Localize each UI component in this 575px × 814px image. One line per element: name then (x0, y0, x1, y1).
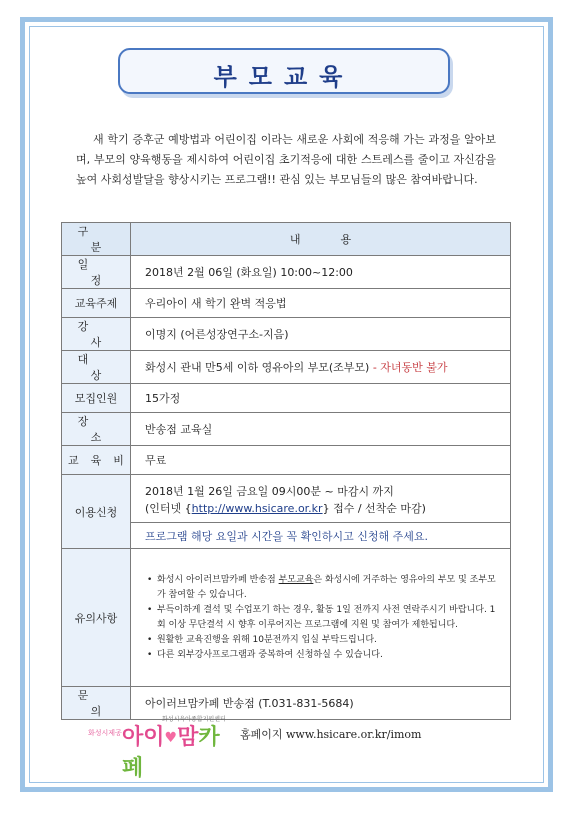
label-target: 대상 (77, 353, 128, 382)
header-content-cell (131, 223, 511, 256)
notes-list (131, 567, 510, 669)
row-value: 우리아이 새 학기 완벽 적응법 (131, 289, 511, 318)
apply-link[interactable]: http://www.hsicare.or.kr (191, 502, 323, 515)
intro-paragraph (76, 130, 496, 190)
target-text: 화성시 관내 만5세 이하 영유아의 부모(조부모) (145, 361, 370, 374)
note-item: • 다른 외부강사프로그램과 중복하여 신청하실 수 있습니다. (149, 648, 504, 663)
apply-line2-post: } 접수 / 선착순 마감) (322, 502, 426, 515)
homepage-text: 홈페이지 www.hsicare.or.kr/imom (240, 728, 422, 741)
header-content: 내용 (289, 233, 392, 246)
label-schedule: 일정 (77, 258, 128, 287)
header-label-cell (62, 223, 131, 256)
header-label: 구분 (77, 225, 128, 254)
row-label (62, 318, 131, 351)
intro-text: 새 학기 증후군 예방법과 어린이집 이라는 새로운 사회에 적응해 가는 과정을 알아보며, 부모의 양육행동을 제시하여 어린이집 초기적응에 대한 스트레스를 줄이고 자신감을 높여 사회성발달을 향상시키는 프로그램!! 관심 있는 부모님들의 많은 참여바랍니다. (76, 133, 496, 186)
center-logo (88, 714, 238, 781)
apply-line1: 2018년 1월 26일 금요일 09시00분 ~ 마감시 까지 (145, 485, 394, 498)
row-label (62, 413, 131, 446)
label-contact: 문의 (77, 689, 128, 718)
table-row-apply (62, 475, 511, 523)
row-label: 모집인원 (62, 384, 131, 413)
apply-line2 (145, 500, 510, 517)
label-instructor: 강사 (77, 320, 128, 349)
label-fee: 교육비 (68, 454, 136, 467)
row-label: 유의사항 (62, 549, 131, 687)
note-item: • 원활한 교육진행을 위해 10분전까지 입실 부탁드립니다. (149, 633, 504, 648)
row-value: 반송점 교육실 (131, 413, 511, 446)
apply-info (131, 475, 511, 523)
title-box (118, 48, 450, 94)
logo-name: 아이♥맘카페 (122, 725, 220, 781)
page-title: 부모교육 (213, 63, 355, 91)
row-label: 교육주제 (62, 289, 131, 318)
table-row (62, 289, 511, 318)
table-row-notes (62, 549, 511, 687)
row-label (62, 351, 131, 384)
heart-icon: ♥ (164, 730, 178, 746)
notes-cell (131, 549, 511, 687)
table-row (62, 446, 511, 475)
logo-small-text: 화성시제공 (88, 729, 122, 737)
row-label (62, 446, 136, 475)
row-label: 이용신청 (62, 475, 131, 549)
target-warning: - 자녀동반 불가 (372, 361, 448, 374)
row-value: 2018년 2월 06일 (화요일) 10:00~12:00 (131, 256, 511, 289)
apply-note: 프로그램 해당 요일과 시간을 꼭 확인하시고 신청해 주세요. (131, 523, 511, 549)
table-row (62, 318, 511, 351)
note-item: • 부득이하게 결석 및 수업포기 하는 경우, 활동 1일 전까지 사전 연락주시기 바랍니다. 1회 이상 무단결석 시 향후 이루어지는 프로그램에 지원 및 참여가 제한됩니다. (149, 603, 504, 633)
table-header-row (62, 223, 511, 256)
info-table (61, 222, 511, 720)
table-row (62, 413, 511, 446)
row-value (131, 351, 511, 384)
label-place: 장소 (77, 415, 128, 444)
note-item: • 화성시 아이러브맘카페 반송점 부모교육은 화성시에 거주하는 영유아의 부모 및 조부모가 참여할 수 있습니다. (149, 573, 504, 603)
table-row (62, 351, 511, 384)
logo-top-text: 화성시육아종합지원센터 (162, 716, 226, 723)
row-value: 15가정 (131, 384, 511, 413)
contact-value: 아이러브맘카페 반송점 (T.031-831-5684) (131, 687, 511, 720)
table-row (62, 384, 511, 413)
apply-line2-pre: (인터넷 { (145, 502, 192, 515)
row-value: 이명지 (어른성장연구소-지음) (131, 318, 511, 351)
table-row (62, 256, 511, 289)
row-value: 무료 (131, 446, 511, 475)
row-label (62, 256, 131, 289)
